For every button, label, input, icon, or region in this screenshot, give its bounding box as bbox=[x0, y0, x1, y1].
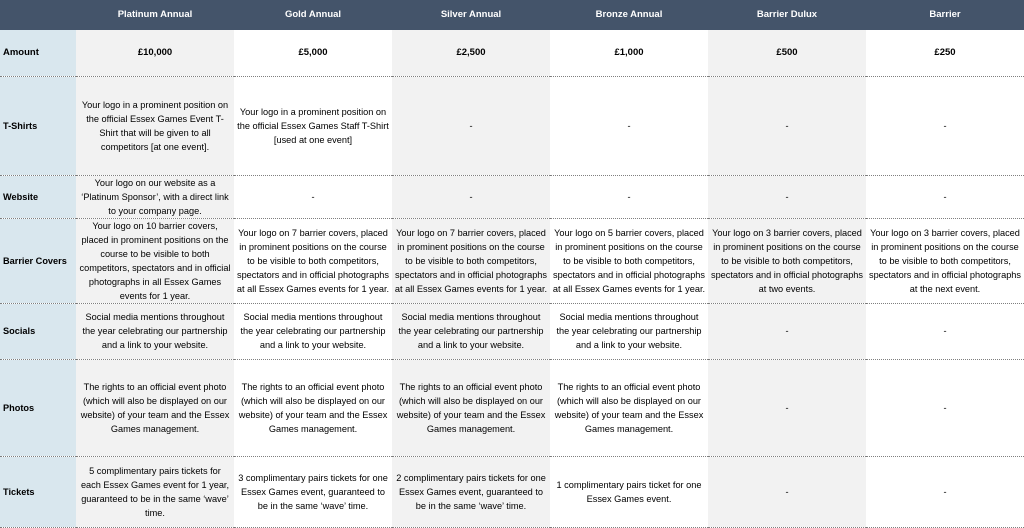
cell-barrier-covers-barrier: Your logo on 3 barrier covers, placed in prominent positions on the course to be visible to both competitors, spectators and in official photographs at the next event. bbox=[866, 218, 1024, 303]
cell-website-barrier-dulux: - bbox=[708, 175, 866, 218]
header-tier-barrier-dulux: Barrier Dulux bbox=[708, 0, 866, 30]
cell-tickets-silver: 2 complimentary pairs tickets for one Essex Games event, guaranteed to be in the same ‘wave’ time. bbox=[392, 456, 550, 527]
row-label-amount: Amount bbox=[0, 30, 76, 76]
cell-barrier-covers-bronze: Your logo on 5 barrier covers, placed in prominent positions on the course to be visible to both competitors, spectators and in official photographs at all Essex Games events for 1 year. bbox=[550, 218, 708, 303]
cell-photos-platinum: The rights to an official event photo (which will also be displayed on our website) of your team and the Essex Games management. bbox=[76, 359, 234, 456]
header-row bbox=[0, 0, 1024, 30]
cell-t-shirts-gold: Your logo in a prominent position on the official Essex Games Staff T-Shirt [used at one event] bbox=[234, 76, 392, 175]
cell-tickets-barrier: - bbox=[866, 456, 1024, 527]
cell-barrier-covers-platinum: Your logo on 10 barrier covers, placed in prominent positions on the course to be visible to both competitors, spectators and in official photographs in all Essex Games events for 1 year. bbox=[76, 218, 234, 303]
row-t-shirts bbox=[0, 76, 1024, 175]
cell-tickets-bronze: 1 complimentary pairs ticket for one Essex Games event. bbox=[550, 456, 708, 527]
header-tier-silver-annual: Silver Annual bbox=[392, 0, 550, 30]
cell-amount-platinum: £10,000 bbox=[76, 30, 234, 76]
cell-amount-barrier: £250 bbox=[866, 30, 1024, 76]
row-label-website: Website bbox=[0, 175, 76, 218]
row-label-photos: Photos bbox=[0, 359, 76, 456]
cell-website-platinum: Your logo on our website as a ‘Platinum Sponsor’, with a direct link to your company page. bbox=[76, 175, 234, 218]
cell-t-shirts-silver: - bbox=[392, 76, 550, 175]
row-label-barrier-covers: Barrier Covers bbox=[0, 218, 76, 303]
header-tier-bronze-annual: Bronze Annual bbox=[550, 0, 708, 30]
row-amount bbox=[0, 30, 1024, 76]
cell-photos-gold: The rights to an official event photo (which will also be displayed on our website) of your team and the Essex Games management. bbox=[234, 359, 392, 456]
cell-photos-silver: The rights to an official event photo (which will also be displayed on our website) of your team and the Essex Games management. bbox=[392, 359, 550, 456]
row-website bbox=[0, 175, 1024, 218]
cell-photos-bronze: The rights to an official event photo (which will also be displayed on our website) of your team and the Essex Games management. bbox=[550, 359, 708, 456]
cell-website-gold: - bbox=[234, 175, 392, 218]
cell-socials-gold: Social media mentions throughout the year celebrating our partnership and a link to your website. bbox=[234, 303, 392, 359]
header-tier-platinum-annual: Platinum Annual bbox=[76, 0, 234, 30]
cell-amount-silver: £2,500 bbox=[392, 30, 550, 76]
cell-barrier-covers-gold: Your logo on 7 barrier covers, placed in prominent positions on the course to be visible to both competitors, spectators and in official photographs at all Essex Games events for 1 year. bbox=[234, 218, 392, 303]
cell-tickets-platinum: 5 complimentary pairs tickets for each Essex Games event for 1 year, guaranteed to be in the same ‘wave’ time. bbox=[76, 456, 234, 527]
cell-socials-silver: Social media mentions throughout the year celebrating our partnership and a link to your website. bbox=[392, 303, 550, 359]
cell-barrier-covers-silver: Your logo on 7 barrier covers, placed in prominent positions on the course to be visible to both competitors, spectators and in official photographs at all Essex Games events for 1 year. bbox=[392, 218, 550, 303]
header-tier-gold-annual: Gold Annual bbox=[234, 0, 392, 30]
cell-barrier-covers-barrier-dulux: Your logo on 3 barrier covers, placed in prominent positions on the course to be visible to both competitors, spectators and in official photographs at two events. bbox=[708, 218, 866, 303]
header-tier-barrier: Barrier bbox=[866, 0, 1024, 30]
row-tickets bbox=[0, 456, 1024, 527]
row-barrier-covers bbox=[0, 218, 1024, 303]
cell-website-silver: - bbox=[392, 175, 550, 218]
cell-tickets-barrier-dulux: - bbox=[708, 456, 866, 527]
cell-t-shirts-platinum: Your logo in a prominent position on the official Essex Games Event T-Shirt that will be given to all competitors [at one event]. bbox=[76, 76, 234, 175]
cell-socials-barrier-dulux: - bbox=[708, 303, 866, 359]
header-corner-cell bbox=[0, 0, 76, 30]
row-socials bbox=[0, 303, 1024, 359]
cell-amount-barrier-dulux: £500 bbox=[708, 30, 866, 76]
row-photos bbox=[0, 359, 1024, 456]
row-label-tickets: Tickets bbox=[0, 456, 76, 527]
cell-website-barrier: - bbox=[866, 175, 1024, 218]
cell-socials-barrier: - bbox=[866, 303, 1024, 359]
cell-t-shirts-barrier: - bbox=[866, 76, 1024, 175]
cell-socials-platinum: Social media mentions throughout the year celebrating our partnership and a link to your website. bbox=[76, 303, 234, 359]
row-label-t-shirts: T-Shirts bbox=[0, 76, 76, 175]
cell-photos-barrier-dulux: - bbox=[708, 359, 866, 456]
cell-socials-bronze: Social media mentions throughout the year celebrating our partnership and a link to your website. bbox=[550, 303, 708, 359]
cell-amount-gold: £5,000 bbox=[234, 30, 392, 76]
cell-amount-bronze: £1,000 bbox=[550, 30, 708, 76]
cell-t-shirts-barrier-dulux: - bbox=[708, 76, 866, 175]
row-label-socials: Socials bbox=[0, 303, 76, 359]
cell-t-shirts-bronze: - bbox=[550, 76, 708, 175]
cell-website-bronze: - bbox=[550, 175, 708, 218]
cell-tickets-gold: 3 complimentary pairs tickets for one Essex Games event, guaranteed to be in the same ‘wave’ time. bbox=[234, 456, 392, 527]
cell-photos-barrier: - bbox=[866, 359, 1024, 456]
